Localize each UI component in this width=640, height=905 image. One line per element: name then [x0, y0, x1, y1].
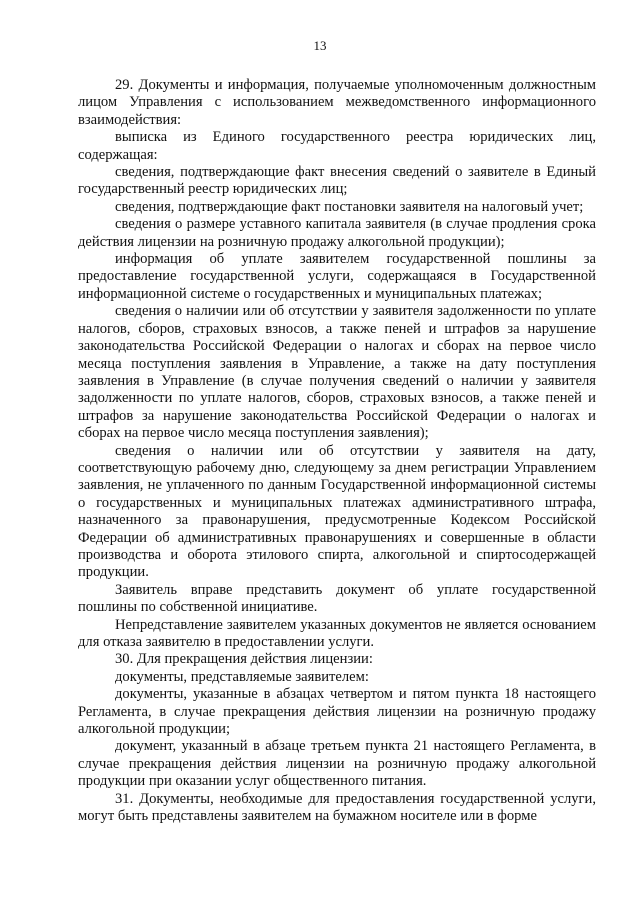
- paragraph-tax-registration: сведения, подтверждающие факт постановки заявителя на налоговый учет;: [115, 198, 584, 215]
- paragraph-applicant-docs: документы, представляемые заявителем:: [115, 668, 369, 685]
- paragraph-state-duty-info: информация об уплате заявителем государственной пошлины за предоставление государственной услуги, содержащаяся в Государственной информационной системе о государственных и муниципальных платежах;: [78, 251, 596, 302]
- paragraph-egrul-extract: выписка из Единого государственного реестра юридических лиц, содержащая:: [78, 129, 596, 163]
- paragraph-entry-info: сведения, подтверждающие факт внесения сведений о заявителе в Единый государственный реестр юридических лиц;: [78, 164, 596, 198]
- paragraph-own-initiative: Заявитель вправе представить документ об уплате государственной пошлины по собственной инициативе.: [78, 581, 596, 616]
- paragraph-docs-item-21: документ, указанный в абзаце третьем пункта 21 настоящего Регламента, в случае прекращения действия лицензии на розничную продажу алкогольной продукции при оказании услуг общественного питания.: [78, 738, 596, 790]
- paragraph-non-submission: Непредставление заявителем указанных документов не является основанием для отказа заявителю в предоставлении услуги.: [78, 616, 596, 650]
- paragraph-tax-debt-info: сведения о наличии или об отсутствии у заявителя задолженности по уплате налогов, сборов, страховых взносов, а также пеней и штрафов за нарушение законодательства Российской Федерации о налогах и сборах на первое число месяца поступления заявления в Управление, а также на дату поступления заявления в Управление (в случае получения сведений о наличии у заявителя задолженности по уплате налогов, сборов, страховых взносов, а также пеней и штрафов за нарушение законодательства Российской Федерации о налогах и сборах на первое число месяца поступления заявления);: [78, 303, 596, 442]
- paragraph-30-heading: 30. Для прекращения действия лицензии:: [115, 651, 373, 668]
- paragraph-docs-item-18: документы, указанные в абзацах четвертом и пятом пункта 18 настоящего Регламента, в случае прекращения действия лицензии на розничную продажу алкогольной продукции;: [78, 686, 596, 738]
- paragraph-fine-info: сведения о наличии или об отсутствии у заявителя на дату, соответствующую рабочему дню, следующему за днем регистрации Управлением заявления, не уплаченного по данным Государственной информационной системы о государственных и муниципальных платежах административного штрафа, назначенного за правонарушения, предусмотренные Кодексом Российской Федерации об административных правонарушениях и совершенные в области производства и оборота этилового спирта, алкогольной и спиртосодержащей продукции.: [78, 442, 596, 581]
- paragraph-29-intro: 29. Документы и информация, получаемые уполномоченным должностным лицом Управления с использованием межведомственного информационного взаимодействия:: [78, 77, 596, 128]
- page-number: 13: [313, 38, 327, 53]
- document-body: [78, 77, 596, 825]
- paragraph-authorized-capital: сведения о размере уставного капитала заявителя (в случае продления срока действия лицензии на розничную продажу алкогольной продукции);: [78, 216, 596, 250]
- paragraph-31-intro: 31. Документы, необходимые для предоставления государственной услуги, могут быть представлены заявителем на бумажном носителе или в форме: [78, 790, 596, 825]
